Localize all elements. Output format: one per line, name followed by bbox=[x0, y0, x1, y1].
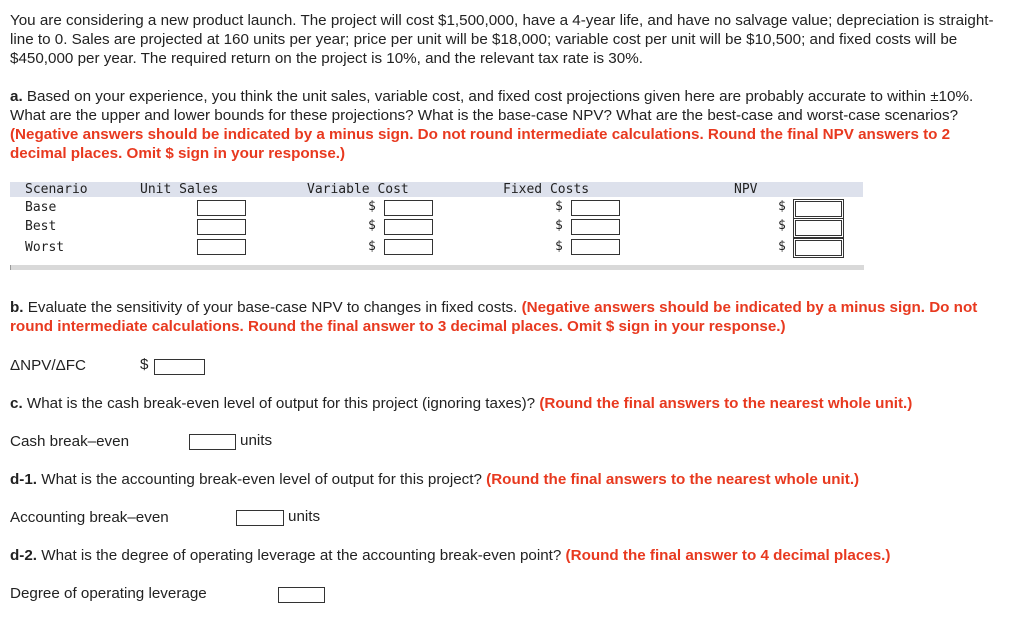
dol-label: Degree of operating leverage bbox=[10, 585, 207, 602]
part-c-label: c. bbox=[10, 395, 23, 412]
best-fixed-costs-input[interactable] bbox=[571, 219, 620, 235]
part-a-question bbox=[10, 87, 1010, 163]
part-d2-question bbox=[10, 546, 1010, 565]
cash-breakeven-label: Cash break–even bbox=[10, 433, 130, 450]
part-b-instruction: (Negative answers should be indicated by a minus sign. Do not round intermediate calculations. Round the final answer to 3 decimal places. Omit $ sign in your response.) bbox=[10, 299, 978, 335]
part-d2-instruction: (Round the final answer to 4 decimal places.) bbox=[565, 547, 891, 564]
part-a-text: Based on your experience, you think the unit sales, variable cost, and fixed cost projections given here are probably accurate to within ±10%. What are the upper and lower bounds for these projections? What is the base-case NPV? What are the best-case and worst-case scenarios? bbox=[10, 88, 974, 124]
currency-sign: $ bbox=[778, 218, 786, 233]
part-d1-text: What is the accounting break-even level of output for this project? bbox=[37, 471, 487, 488]
part-a-label: a. bbox=[10, 88, 23, 105]
table-scrollbar[interactable] bbox=[10, 265, 864, 270]
cash-breakeven-input[interactable] bbox=[189, 434, 236, 450]
worst-variable-cost-input[interactable] bbox=[384, 239, 433, 255]
dol-input[interactable] bbox=[278, 587, 325, 603]
currency-sign: $ bbox=[555, 199, 563, 214]
currency-sign: $ bbox=[778, 239, 786, 254]
cash-breakeven-unit: units bbox=[240, 432, 273, 449]
currency-sign: $ bbox=[368, 239, 376, 254]
base-variable-cost-input[interactable] bbox=[384, 200, 433, 216]
delta-npv-input[interactable] bbox=[154, 359, 205, 375]
part-c-text: What is the cash break-even level of output for this project (ignoring taxes)? bbox=[22, 395, 540, 412]
part-d1-question bbox=[10, 470, 1010, 489]
part-d2-label: d-2. bbox=[10, 547, 38, 564]
part-b-text: Evaluate the sensitivity of your base-case NPV to changes in fixed costs. bbox=[23, 299, 522, 316]
accounting-breakeven-label: Accounting break–even bbox=[10, 509, 169, 526]
part-c-instruction: (Round the final answers to the nearest whole unit.) bbox=[539, 395, 913, 412]
header-scenario: Scenario bbox=[25, 182, 88, 197]
best-unit-sales-input[interactable] bbox=[197, 219, 246, 235]
base-npv-input[interactable] bbox=[795, 201, 842, 217]
problem-intro: You are considering a new product launch. The project will cost $1,500,000, have a 4-year life, and have no salvage value; depreciation is straight-line to 0. Sales are projected at 160 units per year; price per unit will be $18,000; variable cost per unit will be $10,500; and fixed costs will be $450,000 per year. The required return on the project is 10%, and the relevant tax rate is 30%. bbox=[10, 12, 994, 67]
currency-sign: $ bbox=[140, 356, 149, 373]
currency-sign: $ bbox=[368, 218, 376, 233]
currency-sign: $ bbox=[778, 199, 786, 214]
worst-unit-sales-input[interactable] bbox=[197, 239, 246, 255]
row-label-best: Best bbox=[25, 219, 57, 234]
row-label-worst: Worst bbox=[25, 240, 65, 255]
part-b-question bbox=[10, 298, 1010, 336]
part-d1-label: d-1. bbox=[10, 471, 38, 488]
best-npv-input[interactable] bbox=[795, 220, 842, 236]
part-a-instruction: (Negative answers should be indicated by a minus sign. Do not round intermediate calculations. Round the final NPV answers to 2 decimal places. Omit $ sign in your response.) bbox=[10, 126, 951, 162]
accounting-breakeven-unit: units bbox=[288, 508, 321, 525]
worst-fixed-costs-input[interactable] bbox=[571, 239, 620, 255]
header-fixed-costs: Fixed Costs bbox=[503, 182, 590, 197]
row-label-base: Base bbox=[25, 200, 57, 215]
part-b-label: b. bbox=[10, 299, 24, 316]
header-variable-cost: Variable Cost bbox=[307, 182, 409, 197]
base-fixed-costs-input[interactable] bbox=[571, 200, 620, 216]
part-d2-text: What is the degree of operating leverage at the accounting break-even point? bbox=[37, 547, 566, 564]
worst-npv-input[interactable] bbox=[795, 240, 842, 256]
currency-sign: $ bbox=[555, 239, 563, 254]
part-d1-instruction: (Round the final answers to the nearest whole unit.) bbox=[486, 471, 860, 488]
header-npv: NPV bbox=[734, 182, 758, 197]
delta-npv-label: ΔNPV/ΔFC bbox=[10, 357, 86, 374]
currency-sign: $ bbox=[555, 218, 563, 233]
accounting-breakeven-input[interactable] bbox=[236, 510, 284, 526]
currency-sign: $ bbox=[368, 199, 376, 214]
best-variable-cost-input[interactable] bbox=[384, 219, 433, 235]
base-unit-sales-input[interactable] bbox=[197, 200, 246, 216]
header-unit-sales: Unit Sales bbox=[140, 182, 219, 197]
part-c-question bbox=[10, 394, 1010, 413]
